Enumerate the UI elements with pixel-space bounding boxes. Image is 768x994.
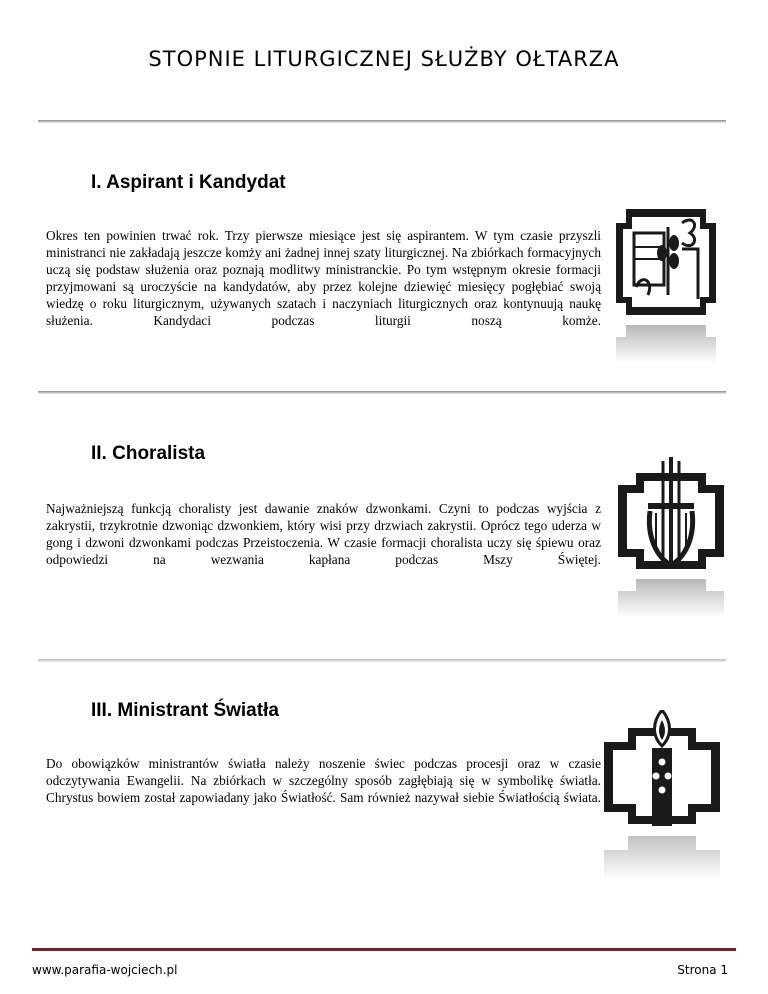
- footer-divider: [32, 948, 736, 951]
- page-title: STOPNIE LITURGICZNEJ SŁUŻBY OŁTARZA: [148, 47, 620, 71]
- section-divider: [38, 659, 726, 662]
- section-text-ministrant-swiatla: Do obowiązków ministrantów światła należy noszenie świec podczas procesji oraz w czasie odczytywania Ewangelii. Na zbiórkach w szczególny sposób zagłębiają się w symbolikę światła. Chrystus bowiem został zapowiadany jako Światłość. Sam również nazywał siebie Światłością świata.: [46, 756, 601, 805]
- section-text-choralista: Najważniejszą funkcją choralisty jest dawanie znaków dzwonkami. Czyni to podczas wyjścia z zakrystii, trzykrotnie dzwoniąc dzwonkiem, który wisi przy drzwiach zakrystii. Oprócz tego uderza w gong i dzwoni dzwonkami podczas Przeistoczenia. W czasie formacji choralista uczy się śpiewu oraz odpowiedzi na wezwania kapłana podczas Mszy Świętej.: [46, 501, 601, 567]
- section-heading-aspirant: I. Aspirant i Kandydat: [91, 172, 286, 193]
- section-text-aspirant: Okres ten powinien trwać rok. Trzy pierwsze miesiące jest się aspirantem. W tym czasie przyszli ministranci nie zakładają jeszcze komży ani żadnej innej szaty liturgicznej. Na zbiórkach formacyjnych uczą się podstaw służenia oraz poznają modlitwy ministranckie. Po tym wstępnym okresie formacji przyjmowani są uroczyście na kandydatów, aby przez kolejne dziewięć miesięcy pogłębiać swoją wiedzę o roku liturgicznym, używanych szatach i naczyniach liturgicznych oraz kontynuują naukę służenia. Kandydaci podczas liturgii noszą komże.: [46, 228, 601, 328]
- footer-website: www.parafia-wojciech.pl: [32, 963, 178, 977]
- aspirant-emblem-icon: [612, 203, 720, 363]
- section-heading-ministrant-swiatla: III. Ministrant Światła: [91, 700, 279, 721]
- candle-emblem-icon: [598, 710, 726, 880]
- lyre-emblem-icon: [612, 457, 730, 617]
- section-heading-choralista: II. Choralista: [91, 443, 206, 464]
- section-divider: [38, 391, 726, 394]
- footer-page-number: Strona 1: [677, 963, 728, 977]
- section-divider: [38, 120, 726, 123]
